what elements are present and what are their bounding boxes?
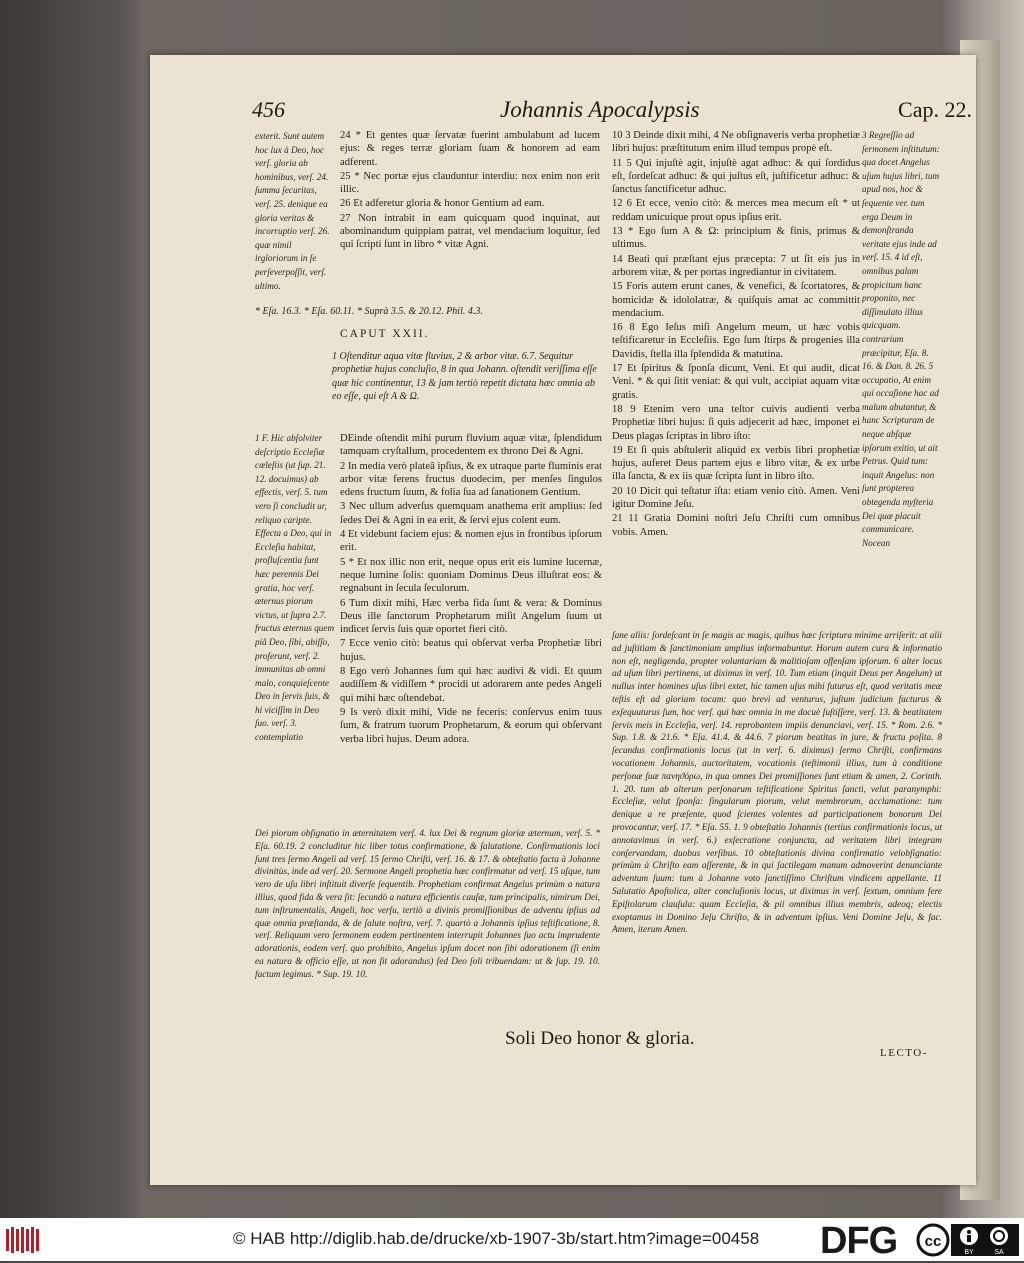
verse: 17 Et ſpiritus & ſponſa dicunt, Veni. Et qui audit, dicat Veni. * & qui ſitit veniat: & qui vult, accipiat aquam vitæ gratis.: [612, 363, 860, 401]
verse: 8 Ego verò Johannes ſum qui hæc audivi & vidi. Et quum audiſſem & vidiſſem * procidi ut adorarem ante pedes Angeli qui mihi hæc oſtendebat.: [340, 666, 602, 704]
verse: 10 3 Deinde dixit mihi, 4 Ne obſignaveris verba prophetiæ libri hujus: præſtitutum enim illud tempus propè eſt.: [612, 130, 860, 155]
left-margin-note-mid: 1 F. Hic abſolviter deſcriptio Eccleſiæ cœleſtis (ut ſup. 21. 12. docuimus) ab effectis, verſ. 5. tum vero ſi concludit ur, reliquo caripte. Effecta a Deo, qui in Eccleſia habitat, profluſcentia ſunt hæc perennis Dei gratia, hoc verſ. æternus piorum victus, ut ſupra 2.7. fructus æternus quem piâ Deo, ſibi, abiſſo, proferunt, verſ. 2. immunitas ab omni malo, conquieſcente Deo in ſervis ſuis, & hi viciſſim in Deo ſuo. verſ. 3. contemplatio: [255, 433, 335, 743]
verse: 25 * Nec portæ ejus clauduntur interdiu: nox enim non erit illic.: [340, 170, 600, 196]
verse: 12 6 Et ecce, venio citò: & merces mea mecum eſt * ut reddam unicuique prout opus ipſius erit.: [612, 198, 860, 223]
left-margin-note-top: exterit. Sunt autem hoc lux à Deo, hoc verſ. gloria ab hominibus, verſ. 24. ſumma ſecuritas, verſ. 25. denique ea gloria veritas & incorruptio verſ. 26. quæ nimil irgloriorum in ſe perſeverpoſſit, verſ. ultimo.: [255, 131, 330, 291]
verse: 3 Nec ullum adverſus quemquam anathema erit amplius: ſed ſedes Dei & Agni in ea erit, & ſervi ejus colent eum.: [340, 501, 602, 526]
source-link[interactable]: © HAB http://diglib.hab.de/drucke/xb-1907-3b/start.htm?image=00458: [233, 1229, 760, 1248]
verse: 7 Ecce venio citò: beatus qui obſervat verba Prophetiæ libri hujus.: [340, 638, 602, 663]
verse: 13 * Ego ſum A & Ω: principium & finis, primus & ultimus.: [612, 226, 860, 251]
verse: 19 Et ſi quis abſtulerit aliquid ex verbis libri prophetiæ hujus, auferet Deus partem ejus e libro vitæ, & ex urbe illa ſancta, & ex iis quæ ſcripta ſunt in libro iſto.: [612, 444, 860, 483]
verse: 11 5 Qui injuſtè agit, injuſtè agat adhuc: & qui ſordidus eſt, ſordeſcat adhuc: & qui juſtus eſt, juſtificetur adhuc: & ſanctus ſanctificetur adhuc.: [612, 157, 860, 196]
library-logo-icon: [5, 1225, 41, 1255]
verse: 24 * Et gentes quæ ſervatæ fuerint ambulabunt ad lucem ejus: & reges terræ gloriam ſuam & honorem ad eam adferent.: [340, 130, 600, 168]
verse: 20 10 Dicit qui teſtatur iſta: etiam venio citò. Amen. Veni igitur Domine Jeſu.: [612, 485, 860, 511]
viewer-footer: [0, 1218, 1024, 1261]
verse: 16 8 Ego Ieſus miſi Angelum meum, ut hæc vobis teſtificaretur in Eccleſiis. Ego ſum ſtirps & progenies illa Davidis, ſtella illa ſplendida & matutina.: [612, 322, 860, 360]
right-footnotes: ſane aliis: ſordeſcant in ſe magis ac magis, quibus hæc ſcriptura minime arriſerit: at alii ad juſtitiam & ſanctimoniam amplius informabuntur. Horum autem cura & informatio non eſt, negligenda, propter voluntariam & malitioſam offenſam ipſorum. 6 alter locus ad uſum libri pertinens, ut diximus in verſ. 10. Tum etiam (inquit Deus per Angelum) ut nullus inter homines uſus libri extet, hic tamen uſus mihi futurus eſt, quod veritatis meæ teſtis eſt ad gloriam tocam: quo brevi ad venturus, juſtum judicium facturus & exſequuturus ſum, hoc verſ. qui hæc omnia in me docuè ſuſtiſſere, verſ. 13. & beatitatem ſervis meis in Eccleſia, verſ. 14. reprobantem impiis denunciavi, verſ. 15. * Rom. 2.6. * Sup. 1.8. & 21.6. * Eſa. 41.4. & 44.6. 7 piorum beatitas in jure, & fructu poſita. 8 ſecundus confirmationis locus (ut in verſ. 6. diximus) ſermo Chriſti, confirmans vocationem Johannis, auctoritatem, vocationis (teſtimonii illius, tum à conditione perſonæ ſuæ πανηϑόρω, in qua omnes Dei promiſſiones ſunt etiam & amen, 2. Corinth. 1. 20. tum ab alterum perſonarum teſtificatione Spiritus ſancti, velut paranymphi: Eccleſiæ, velut ſponſa: ſingularum piorum, velut membrorum, acclamatione: tum denique a re præſente, quod ſcientes volentes ad participationem bonorum Dei provocantur, verſ. 17. * Eſa. 55. 1. 9 obteſtatio Johannis (tertius confirmationis locus, ut annotavimus in verſ. 6.) exſecratione conjuncta, ad veritatem libri integram conſervandam, duobus verſibus. 10 obteſtationis divina confirmatio velobſignatio: primùm à Chriſto eam aſſerente, & in qui ſactilegam manum admoverint denunciante adventum ſuum: tum à Johanne voto ſanctiſſimo Chriſtum vindicem appellante. 11 Salutatio Apoſtolica, alter concluſionis locus, ut diximus in verſ. ſextum, omnium fere Epiſtolarum clauſula: quam Eccleſia, & pii omnibus illius membris, adeoq; electis exoptamus in Domino Jeſu Chriſto, & in adventum ipſius. Veni Domine Jeſu, & fac. Amen, iterum Amen.: [612, 631, 942, 936]
chapter-heading: CAPUT XXII.: [340, 328, 430, 340]
running-title: Johannis Apocalypsis: [500, 97, 700, 122]
catchword: LECTO-: [880, 1047, 928, 1059]
verse: 21 11 Gratia Domini noſtri Jeſu Chriſti cum omnibus vobis. Amen.: [612, 513, 860, 538]
left-footnotes: Dei piorum obſignatio in æternitatem verſ. 4. lux Dei & regnum gloriæ æternum, verſ. 5. * Eſa. 60.19. 2 concluditur hic liber totus confirmatione, & ſalutatione. Confirmationis loci ſunt tres ſermo Angeli ad verſ. 15 ſermo Chriſti, verſ. 16. & 17. & obteſtatio facta à Johanne divinitùs, inde ad verſ. 20. Sermone Angeli prophetia hæc confirmatur ad verſ. 15 uſque, tum vero de uſu libri inſtituit diverſe ſequentib. Prophetiam confirmat Angelus primùm a natura illius, quod fida & vera ſit: ſecundò a natura efficientis cauſæ, tum principalis, nimirum Dei, tum inſtrumentalis, Angeli, hoc verſu, tertiò a divinis promiſſionibus de adventu ipſius ad quæ omnia præſtanda, & de ſalute noſtra, verſ. 7. quartò a Johannis ipſius teſtificatione, 8. verſ. Reliquum vero ſermonem eodem pertinentem interrupit Johannes ſuo actu imprudente adorationis, eodem verſ. quo prohibito, Angelus ipſum docet non ſibi adorationem (ſi enim ea natura & officio eſſe, ut non ſit adorandus) ſed Deo ſoli tribuendam: ut & ſup. 19. 10. factum legimus. * Sup. 19. 10.: [255, 829, 600, 980]
verse: 18 9 Etenim vero una teſtor cuivis audienti verba Prophetiæ libri hujus: ſi quis adjecerit ad hæc, imponet ei Deus plagas ſcriptas in libro iſto:: [612, 403, 860, 442]
verse: 5 * Et nox illic non erit, neque opus erit eis lumine lucernæ, neque lumine ſolis: quoniam Dominus Deus illuſtrat eos: & regnabunt in ſecula ſeculorum.: [340, 556, 602, 595]
verse: 15 Foris autem erunt canes, & venefici, & ſcortatores, & homicidæ & idololatræ, & quiſquis amat ac committit mendacium.: [612, 281, 860, 319]
svg-text:cc: cc: [924, 1233, 942, 1250]
right-margin-note: 3 Regreſſio ad ſermonem inſtitutum: qua docet Angelus uſum hujus libri, tum apud nos, hoc & ſequente ver. tum erga Deum in demonſtranda veritate ejus inde ad verſ. 15. 4 id eſt, omnibus palam propicitum hanc proponito, nec diſſimulato illius quicquam. contrarium præcipitur, Eſa. 8. 16. & Dan. 8. 26. 5 occupatio, At enim qui occaſione hac ad malum abutantur, & hanc Scripturam de neque abſque ipſorum exitio, ut ait Petrus. Quid tum: inquit Angelus: non ſunt propterea obtegenda myſteria Dei quæ placuit communicare. Nocean: [862, 130, 940, 548]
dfg-logo: DFG: [820, 1220, 898, 1262]
page-number: 456: [252, 97, 285, 122]
right-column: [612, 129, 860, 609]
svg-text:SA: SA: [994, 1249, 1004, 1256]
cross-references: * Eſa. 16.3. * Eſa. 60.11. * Suprà 3.5. & 20.12. Phil. 4.3.: [255, 306, 483, 317]
verse: 27 Non intrabit in eam quicquam quod inquinat, aut abominandum quippiam patrat, vel mendacium loquitur, ſed qui ſcripti ſunt in libro * vitæ Agni.: [340, 212, 600, 251]
creative-commons-icon[interactable]: [915, 1222, 1021, 1258]
left-column-top: [340, 129, 600, 304]
verse: 26 Et adferetur gloria & honor Gentium ad eam.: [340, 198, 545, 210]
verse: 6 Tum dixit mihi, Hæc verba fida ſunt & vera: & Dominus Deus ille ſanctorum Prophetarum miſit Angelum ſuum ut indicet ſervis ſuis quæ oportet fieri citò.: [340, 597, 602, 636]
verse: DEinde oſtendit mihi purum fluvium aquæ vitæ, ſplendidum tamquam cryſtallum, procedentem ex throno Dei & Agni.: [340, 433, 602, 458]
running-header: [252, 97, 972, 127]
verse: 4 Et videbunt faciem ejus: & nomen ejus in frontibus ipſorum erit.: [340, 529, 602, 554]
chapter-label: Cap. 22.: [898, 97, 972, 122]
verse: 14 Beati qui præſtant ejus præcepta: 7 ut ſit eis jus in arborem vitæ, & per portas ingrediantur in civitatem.: [612, 253, 860, 278]
chapter-summary: 1 Oſtenditur aqua vitæ fluvius, 2 & arbor vitæ. 6.7. Sequitur prophetiæ hujus concluſio, 8 in qua Johann. oſtendit veriſſima eſſe quæ hic continentur, 13 & jam tertiò repetit dictata hæc omnia ab eo eſſe, qui eſt A & Ω.: [332, 351, 597, 403]
verse: 9 Is verò dixit mihi, Vide ne feceris: conſervus enim tuus ſum, & fratrum tuorum Prophetarum, & eorum qui obſervant verba libri hujus. Deum adora.: [340, 706, 602, 745]
left-column-main: [340, 432, 602, 827]
svg-text:BY: BY: [964, 1249, 974, 1256]
verse: 2 In media verò plateâ ipſius, & ex utraque parte fluminis erat arbor vitæ ferens fructus duodecim, per menſes ſingulos edens fructum ſuum, & folia ſua ad ſanationem Gentium.: [340, 460, 602, 499]
closing-doxology: Soli Deo honor & gloria.: [505, 1028, 695, 1049]
